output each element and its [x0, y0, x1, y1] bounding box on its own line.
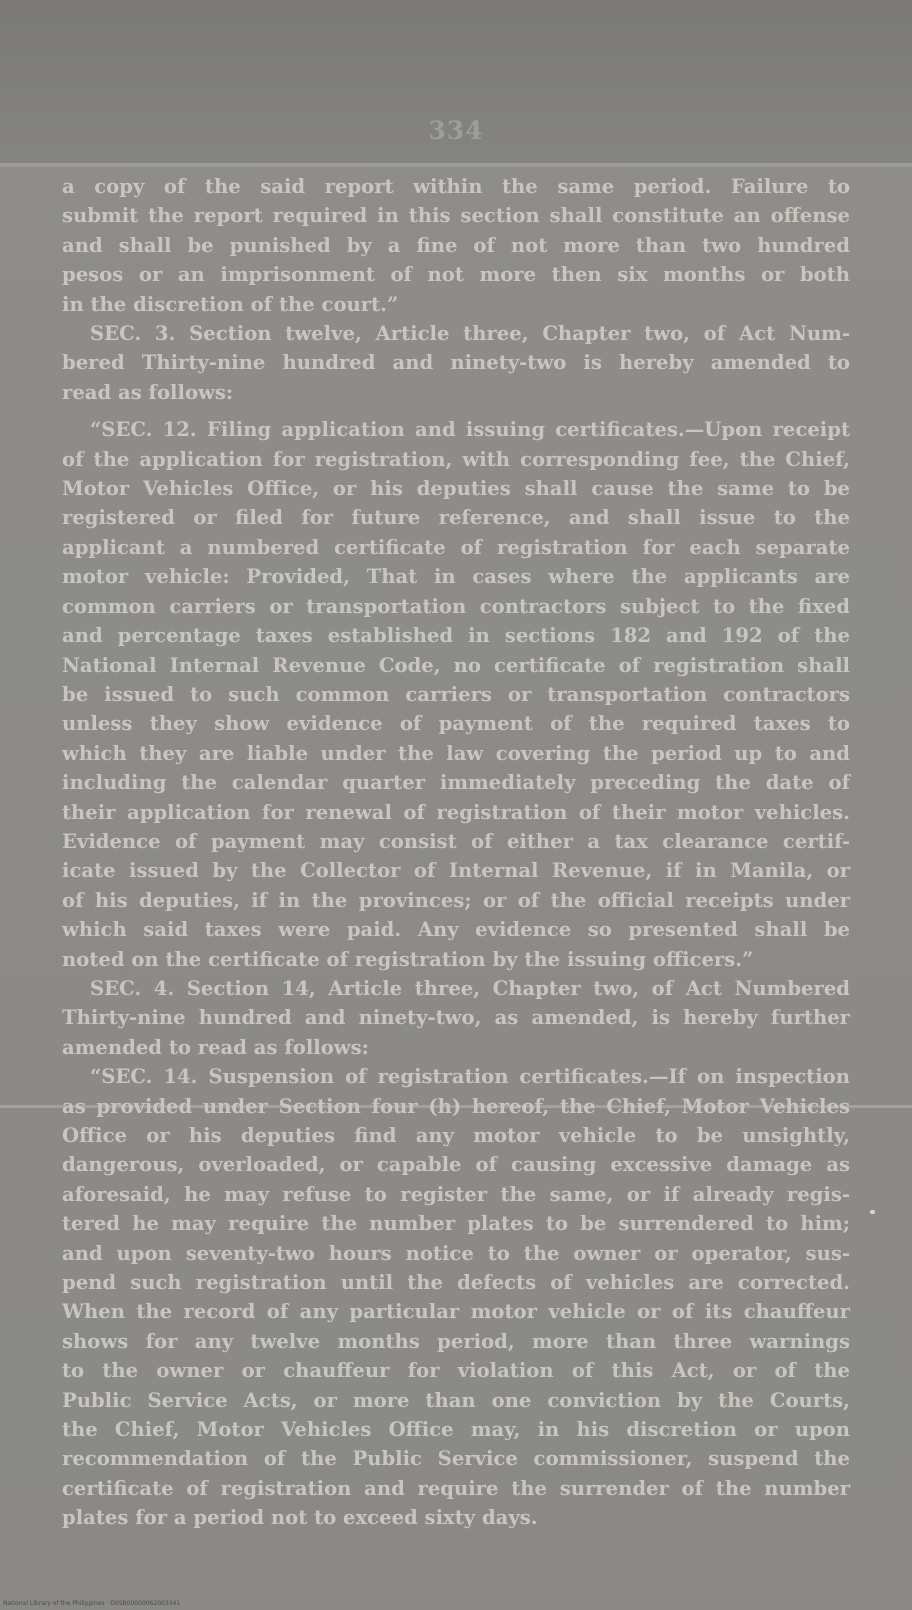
text-line: amended to read as follows:	[62, 1035, 369, 1059]
text-line: and upon seventy-two hours notice to the owner or operator, sus-	[62, 1241, 850, 1265]
text-line: National Internal Revenue Code, no certificate of registration shall	[62, 653, 850, 677]
text-line: of his deputies, if in the provinces; or of the official receipts under	[62, 888, 850, 912]
text-line: “SEC. 14. Suspension of registration certificates.—If on inspection	[90, 1065, 850, 1089]
paragraph-gap	[62, 407, 850, 415]
text-line: registered or filed for future reference, and shall issue to the	[62, 506, 850, 530]
text-line: which said taxes were paid. Any evidence so presented shall be	[62, 918, 850, 942]
text-line: submit the report required in this section shall constitute an offense	[62, 204, 850, 228]
text-line: their application for renewal of registration of their motor vehicles.	[62, 800, 850, 824]
text-line: be issued to such common carriers or transportation contractors	[62, 682, 850, 706]
text-line: as provided under Section four (h) hereof, the Chief, Motor Vehicles	[62, 1094, 850, 1118]
text-line: pesos or an imprisonment of not more then six months or both	[62, 263, 850, 287]
text-line: motor vehicle: Provided, That in cases where the applicants are	[62, 565, 850, 589]
text-line: a copy of the said report within the same period. Failure to	[62, 175, 850, 198]
archive-footer: National Library of the Philippines · D0SB00000062003341	[3, 1600, 181, 1607]
margin-speck	[870, 1210, 875, 1214]
text-line: “SEC. 12. Filing application and issuing certificates.—Upon receipt	[90, 418, 850, 442]
text-line: aforesaid, he may refuse to register the same, or if already regis-	[62, 1182, 850, 1206]
text-line: in the discretion of the court.”	[62, 292, 399, 316]
document-body	[62, 172, 850, 1533]
text-line: including the calendar quarter immediately preceding the date of	[62, 771, 850, 795]
text-line: and shall be punished by a fine of not more than two hundred	[62, 233, 850, 257]
text-line: tered he may require the number plates to be surrendered to him;	[62, 1212, 850, 1236]
text-line: bered Thirty-nine hundred and ninety-two is hereby amended to	[62, 351, 850, 375]
text-line: Motor Vehicles Office, or his deputies shall cause the same to be	[62, 477, 850, 501]
text-line: unless they show evidence of payment of the required taxes to	[62, 712, 850, 736]
text-line: common carriers or transportation contractors subject to the fixed	[62, 594, 850, 618]
text-line: noted on the certificate of registration by the issuing officers.”	[62, 947, 754, 971]
page-fold-line	[0, 163, 912, 167]
text-line: the Chief, Motor Vehicles Office may, in his discretion or upon	[62, 1418, 850, 1442]
page-number: 334	[428, 116, 484, 145]
text-line: read as follows:	[62, 380, 234, 404]
text-line: pend such registration until the defects of vehicles are corrected.	[62, 1271, 850, 1295]
text-line: Thirty-nine hundred and ninety-two, as amended, is hereby further	[62, 1006, 850, 1030]
text-line: of the application for registration, with corresponding fee, the Chief,	[62, 447, 850, 471]
text-line: applicant a numbered certificate of registration for each separate	[62, 535, 850, 559]
text-line: which they are liable under the law covering the period up to and	[62, 741, 850, 765]
text-line: SEC. 3. Section twelve, Article three, Chapter two, of Act Num-	[90, 322, 850, 346]
text-line: shows for any twelve months period, more than three warnings	[62, 1329, 850, 1353]
text-line: plates for a period not to exceed sixty days.	[62, 1506, 538, 1530]
text-line: When the record of any particular motor vehicle or of its chauffeur	[62, 1300, 850, 1324]
text-line: to the owner or chauffeur for violation of this Act, or of the	[62, 1359, 850, 1383]
text-line: and percentage taxes established in sections 182 and 192 of the	[62, 624, 850, 648]
text-line: Office or his deputies find any motor vehicle to be unsightly,	[62, 1124, 850, 1147]
text-line: icate issued by the Collector of Internal Revenue, if in Manila, or	[62, 859, 850, 883]
text-line: Public Service Acts, or more than one conviction by the Courts,	[62, 1388, 850, 1412]
text-line: certificate of registration and require the surrender of the number	[62, 1476, 850, 1500]
text-line: recommendation of the Public Service commissioner, suspend the	[62, 1447, 850, 1471]
text-line: dangerous, overloaded, or capable of causing excessive damage as	[62, 1153, 850, 1177]
text-line: SEC. 4. Section 14, Article three, Chapter two, of Act Numbered	[90, 976, 850, 1000]
text-line: Evidence of payment may consist of either a tax clearance certif-	[62, 829, 850, 853]
